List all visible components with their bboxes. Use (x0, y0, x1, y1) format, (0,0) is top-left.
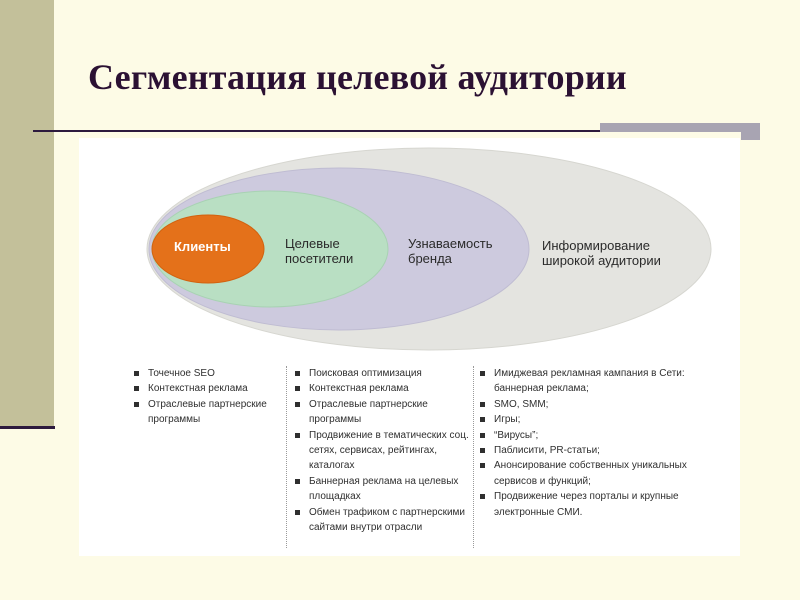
list-item: Имиджевая рекламная кампания в Сети: баннерная реклама; (480, 366, 730, 397)
bullet-square (134, 402, 139, 407)
bullet-square (480, 463, 485, 468)
title-underline-accent (600, 123, 760, 132)
bullet-square (480, 494, 485, 499)
segment-label-clients: Клиенты (174, 239, 231, 254)
bullet-square (295, 479, 300, 484)
bullet-square (480, 417, 485, 422)
list-item: Баннерная реклама на целевых площадках (295, 474, 475, 505)
bullet-square (295, 386, 300, 391)
column-separator (286, 366, 287, 548)
list-item: Отраслевые партнерские программы (134, 397, 284, 428)
side-decoration-line (0, 426, 55, 429)
tactics-list-clients (134, 366, 284, 428)
list-item: Контекстная реклама (134, 381, 284, 396)
tactics-list-target-visitors (295, 366, 475, 535)
segmentation-diagram (79, 138, 740, 556)
bullet-square (295, 510, 300, 515)
list-item: Продвижение через порталы и крупные электронные СМИ. (480, 489, 730, 520)
side-decoration-bar (0, 0, 54, 426)
list-item: Поисковая оптимизация (295, 366, 475, 381)
segment-label-broad-audience: Информирование широкой аудитории (542, 238, 661, 268)
slide-title: Сегментация целевой аудитории (88, 57, 627, 97)
bullet-square (295, 433, 300, 438)
list-item: Паблисити, PR-статьи; (480, 443, 730, 458)
bullet-square (134, 386, 139, 391)
bullet-square (480, 371, 485, 376)
title-underline-accent-drop (741, 132, 760, 140)
list-item: Точечное SEO (134, 366, 284, 381)
segment-label-brand-awareness: Узнаваемость бренда (408, 236, 493, 266)
bullet-square (480, 402, 485, 407)
list-item: Контекстная реклама (295, 381, 475, 396)
list-item: SMO, SMM; (480, 397, 730, 412)
bullet-square (480, 433, 485, 438)
list-item: Обмен трафиком с партнерскими сайтами внутри отрасли (295, 505, 475, 536)
bullet-square (295, 402, 300, 407)
list-item: “Вирусы”; (480, 428, 730, 443)
tactics-list-broad-audience (480, 366, 730, 520)
list-item: Игры; (480, 412, 730, 427)
list-item: Отраслевые партнерские программы (295, 397, 475, 428)
bullet-square (480, 448, 485, 453)
list-item: Продвижение в тематических соц. сетях, сервисах, рейтингах, каталогах (295, 428, 475, 474)
bullet-square (134, 371, 139, 376)
list-item: Анонсирование собственных уникальных сервисов и функций; (480, 458, 730, 489)
bullet-square (295, 371, 300, 376)
segment-label-target-visitors: Целевые посетители (285, 236, 354, 266)
